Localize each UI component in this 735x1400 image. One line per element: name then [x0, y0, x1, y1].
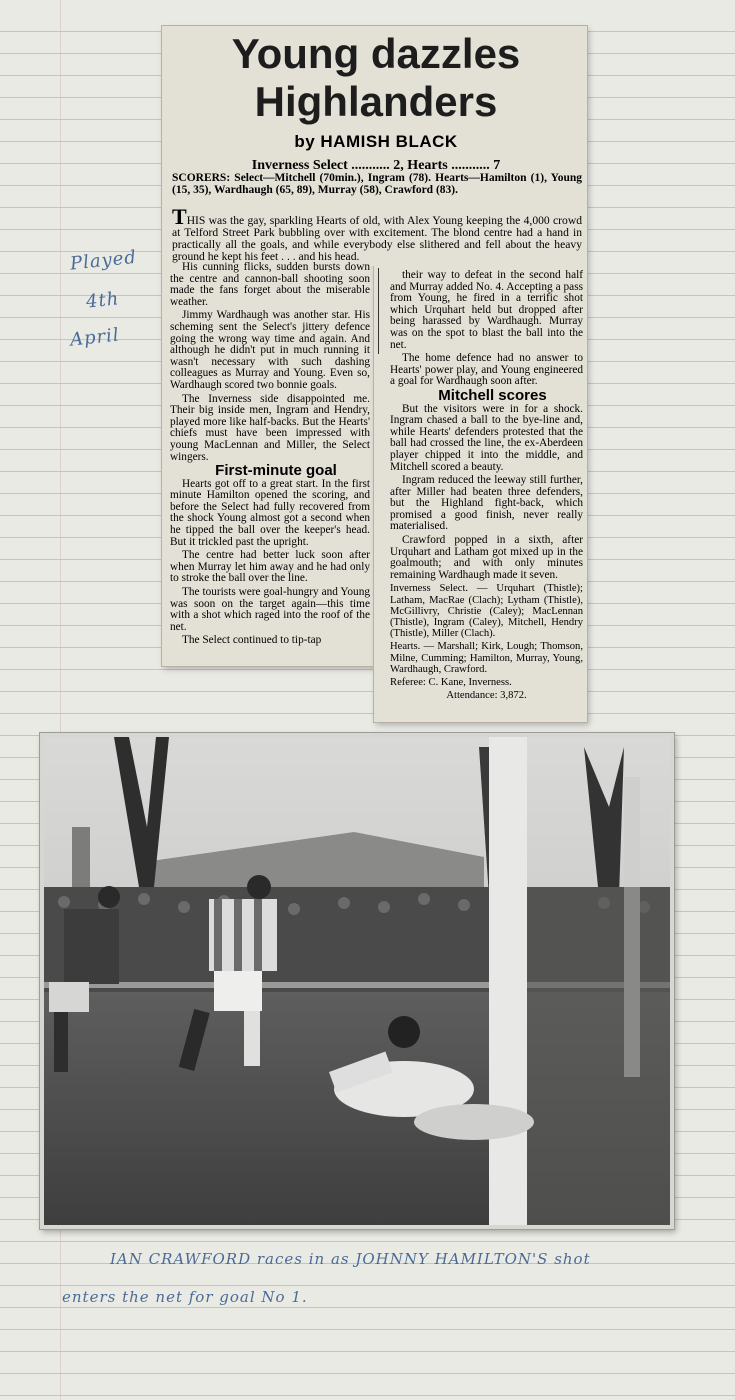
- right-paragraph-4: Ingram reduced the leeway still further, after Miller had beaten three defenders, but the Highland fight-back, which promised a good finish, never really materialised.: [390, 474, 583, 533]
- left-paragraph-2: Jimmy Wardhaugh was another star. His scheming sent the Select's jittery defence going the wrong way time and again. And although he didn't put in much running it wasn't necessary with such dashing colleagues as Murray and Young. Even so, Wardhaugh scored two bonnie goals.: [170, 309, 370, 391]
- right-paragraph-5: Crawford popped in a sixth, after Urquhart and Latham got mixed up in the goalmouth; and with only minutes remaining Wardhaugh made it seven.: [390, 534, 583, 581]
- lineup-select: Inverness Select. — Urquhart (Thistle); Latham, MacRae (Clach); Lytham (Thistle), McGillivry, Christie (Caley); MacLennan (Thistle), Ingram (Caley), Mitchell, Hendry (Thistle), Miller (Clach).: [390, 583, 583, 640]
- margin-note-line-1: Played: [69, 246, 138, 275]
- right-column: [390, 270, 583, 703]
- left-paragraph-3: The Inverness side disappointed me. Their big inside men, Ingram and Hendry, played more like half-backs. But the Hearts' chiefs must have been impressed with young MacLennan and Miller, the Select wingers.: [170, 392, 370, 463]
- drop-cap: T: [172, 204, 187, 229]
- right-paragraph-3: But the visitors were in for a shock. Ingram chased a ball to the bye-line and, while Hearts' defenders protested that the ball had crossed the line, the ex-Aberdeen player chipped it into the middle, and Mitchell scored a beauty.: [390, 402, 583, 473]
- article-headline: [170, 30, 582, 126]
- left-paragraph-1: His cunning flicks, sudden bursts down the centre and cannon-ball shooting soon made the fans forget about the miserable weather.: [170, 261, 370, 308]
- lead-text: HIS was the gay, sparkling Hearts of old, with Alex Young keeping the 4,000 crowd at Telford Street Park bubbling over with excitement. The blond centre had a hand in practically all the goals, and while everybody else slithered and fell about the heavy ground he kept his feet . . . and his head.: [172, 214, 582, 263]
- referee: Referee: C. Kane, Inverness.: [390, 677, 512, 689]
- chimney: [72, 827, 90, 897]
- match-photograph: [44, 737, 670, 1225]
- team-lineups: [390, 583, 583, 701]
- article-byline: by HAMISH BLACK: [294, 132, 458, 151]
- goalpost: [489, 737, 527, 1225]
- lineup-hearts: Hearts. — Marshall; Kirk, Lough; Thomson, Milne, Cumming; Hamilton, Murray, Young, Wardhaugh, Crawford.: [390, 641, 583, 675]
- margin-note-line-3: April: [69, 324, 121, 351]
- left-paragraph-7: The Select continued to tip-tap: [182, 634, 322, 647]
- lead-paragraph: [172, 204, 582, 263]
- subhead-first-minute-goal: First-minute goal: [215, 462, 337, 480]
- left-paragraph-5: The centre had better luck soon after when Murray let him away and he had only to stroke the ball over the line.: [170, 549, 370, 585]
- left-paragraph-4: Hearts got off to a great start. In the first minute Hamilton opened the scoring, and before the Select had fully recovered from the shock Young almost got a second when he tipped the ball over the keeper's head. But it trickled past the upright.: [170, 477, 370, 548]
- subhead-mitchell-scores: Mitchell scores: [438, 386, 547, 404]
- left-paragraph-6: The tourists were goal-hungry and Young was soon on the target again—this time with a shot which raged into the roof of the net.: [170, 586, 370, 633]
- right-paragraph-2: The home defence had no answer to Hearts' power play, and Young engineered a goal for Wardhaugh soon after.: [390, 352, 583, 388]
- right-paragraph-1: their way to defeat in the second half and Murray added No. 4. Accepting a pass from Young, he fired in a terrific shot which Urquhart held but dropped after being harassed by Wardhaugh. Murray was on the spot to blast the ball into the net.: [390, 269, 583, 351]
- caption-line-2: enters the net for goal No 1.: [62, 1288, 308, 1306]
- goal-net: [527, 887, 670, 1225]
- caption-line-1: IAN CRAWFORD races in as JOHNNY HAMILTON'S shot: [110, 1250, 591, 1268]
- headline-line-1: Young dazzles: [231, 30, 521, 77]
- left-column: [170, 262, 370, 649]
- scorers-paragraph: SCORERS: Select—Mitchell (70min.), Ingram (78). Hearts—Hamilton (1), Young (15, 35), Wardhaugh (65, 89), Murray (58), Crawford (83).: [172, 172, 582, 196]
- column-divider: [378, 268, 379, 354]
- headline-line-2: Highlanders: [254, 78, 498, 125]
- margin-note-line-2: 4th: [85, 288, 121, 313]
- match-score-line: Inverness Select ........... 2, Hearts ........... 7: [251, 158, 501, 173]
- attendance: Attendance: 3,872.: [446, 690, 527, 702]
